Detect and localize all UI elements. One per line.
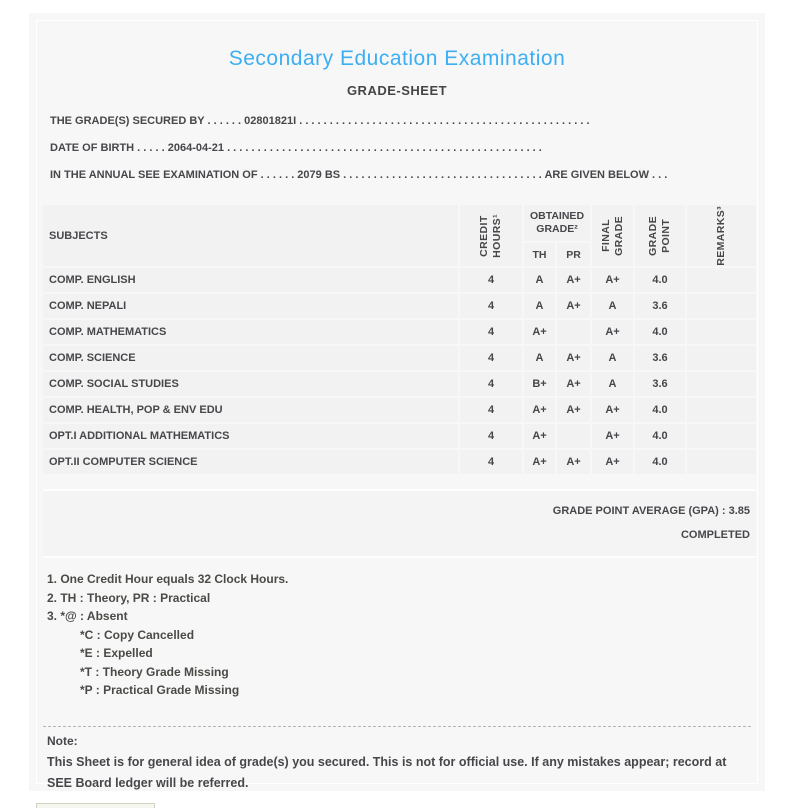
remarks-cell — [687, 268, 756, 292]
final-grade-cell: A+ — [592, 398, 633, 422]
sheet-subtitle: GRADE-SHEET — [346, 83, 448, 98]
grade-sheet-card — [29, 13, 765, 791]
credit-hours-cell: 4 — [460, 424, 522, 448]
footnote-item: *P : Practical Grade Missing — [80, 683, 240, 697]
theory-grade-cell: B+ — [524, 372, 555, 396]
final-grade-cell: A — [592, 346, 633, 370]
credit-hours-cell: 4 — [460, 398, 522, 422]
practical-grade-cell: A+ — [557, 268, 590, 292]
remarks-cell — [687, 398, 756, 422]
practical-grade-cell: A+ — [557, 398, 590, 422]
theory-grade-cell: A+ — [524, 424, 555, 448]
final-grade-cell: A+ — [592, 450, 633, 474]
note-label: Note: — [47, 733, 78, 748]
practical-grade-cell: A+ — [557, 294, 590, 318]
header-grade-point-label: GRADE POINT — [647, 215, 672, 256]
remarks-cell — [687, 372, 756, 396]
info-line-secured-by: THE GRADE(S) SECURED BY . . . . . . 02801821I . . . . . . . . . . . . . . . . . . . . . . . . . . . . . . . . . . . . . . . . . . . . . . . . — [50, 115, 590, 127]
theory-grade-cell: A+ — [524, 398, 555, 422]
header-remarks — [687, 205, 756, 266]
footnote-item: 1. One Credit Hour equals 32 Clock Hours. — [47, 572, 289, 586]
footnote-item: *E : Expelled — [80, 646, 153, 660]
subject-cell: COMP. MATHEMATICS — [43, 320, 458, 344]
credit-hours-cell: 4 — [460, 320, 522, 344]
subject-cell: COMP. SOCIAL STUDIES — [43, 372, 458, 396]
practical-grade-cell — [557, 320, 590, 344]
grade-sheet-inner — [36, 20, 758, 790]
grade-table-header — [43, 205, 756, 266]
remarks-cell — [687, 346, 756, 370]
remarks-cell — [687, 294, 756, 318]
header-pr: PR — [557, 243, 590, 266]
final-grade-cell: A+ — [592, 424, 633, 448]
remarks-cell — [687, 320, 756, 344]
final-grade-cell: A — [592, 372, 633, 396]
final-grade-cell: A — [592, 294, 633, 318]
theory-grade-cell: A+ — [524, 450, 555, 474]
footnotes — [43, 570, 751, 700]
grade-point-cell: 4.0 — [635, 424, 685, 448]
final-grade-cell: A+ — [592, 268, 633, 292]
remarks-cell — [687, 424, 756, 448]
practical-grade-cell: A+ — [557, 372, 590, 396]
subject-cell: COMP. NEPALI — [43, 294, 458, 318]
info-line-date-of-birth: DATE OF BIRTH . . . . . 2064-04-21 . . . . . . . . . . . . . . . . . . . . . . . . . . . . . . . . . . . . . . . . . . . . . . . . . . . . — [50, 142, 542, 154]
credit-hours-cell: 4 — [460, 268, 522, 292]
footnote-item: *T : Theory Grade Missing — [80, 664, 229, 679]
subject-cell: COMP. SCIENCE — [43, 346, 458, 370]
remarks-cell — [687, 450, 756, 474]
header-th: TH — [524, 243, 555, 266]
grade-table — [43, 205, 756, 474]
bottom-button-partial[interactable] — [36, 803, 155, 808]
footnote-item: 2. TH : Theory, PR : Practical — [47, 590, 211, 605]
subject-cell: COMP. HEALTH, POP & ENV EDU — [43, 398, 458, 422]
practical-grade-cell: A+ — [557, 450, 590, 474]
credit-hours-cell: 4 — [460, 294, 522, 318]
header-credit-hours-label: CREDIT HOURS¹ — [478, 213, 503, 258]
info-line-exam-year: IN THE ANNUAL SEE EXAMINATION OF . . . . . . 2079 BS . . . . . . . . . . . . . . . . . . . . . . . . . . . . . . . . . ARE GIVEN BELOW . . . — [50, 169, 668, 181]
footnote-item: *C : Copy Cancelled — [80, 627, 195, 642]
grade-point-cell: 3.6 — [635, 372, 685, 396]
grade-point-cell: 4.0 — [635, 268, 685, 292]
theory-grade-cell: A — [524, 268, 555, 292]
header-final-grade-label: FINAL GRADE — [599, 215, 625, 256]
grade-point-cell: 3.6 — [635, 294, 685, 318]
student-info — [43, 108, 751, 189]
header-credit-hours — [460, 205, 522, 266]
grade-point-cell: 3.6 — [635, 346, 685, 370]
subject-cell: OPT.I ADDITIONAL MATHEMATICS — [43, 424, 458, 448]
dashed-divider — [43, 726, 751, 727]
final-grade-cell: A+ — [592, 320, 633, 344]
page-title: Secondary Education Examination — [228, 47, 566, 70]
status-line: COMPLETED — [680, 529, 750, 541]
subject-cell: OPT.II COMPUTER SCIENCE — [43, 450, 458, 474]
theory-grade-cell: A — [524, 294, 555, 318]
header-final-grade — [592, 205, 633, 266]
gpa-line: GRADE POINT AVERAGE (GPA) : 3.85 — [552, 505, 750, 517]
grade-point-cell: 4.0 — [635, 398, 685, 422]
grade-point-cell: 4.0 — [635, 320, 685, 344]
subject-cell: COMP. ENGLISH — [43, 268, 458, 292]
header-obtained-grade: OBTAINED GRADE² — [524, 205, 590, 241]
theory-grade-cell: A — [524, 346, 555, 370]
practical-grade-cell — [557, 424, 590, 448]
credit-hours-cell: 4 — [460, 346, 522, 370]
theory-grade-cell: A+ — [524, 320, 555, 344]
header-subjects: SUBJECTS — [43, 205, 458, 266]
grade-table-body — [43, 268, 756, 474]
footnote-item: 3. *@ : Absent — [47, 609, 128, 623]
header-remarks-label: REMARKS³ — [715, 205, 727, 266]
grade-point-cell: 4.0 — [635, 450, 685, 474]
practical-grade-cell: A+ — [557, 346, 590, 370]
summary-section — [43, 489, 756, 558]
credit-hours-cell: 4 — [460, 372, 522, 396]
header-grade-point — [635, 205, 685, 266]
credit-hours-cell: 4 — [460, 450, 522, 474]
note-text: This Sheet is for general idea of grade(s) you secured. This is not for official use. If any mistakes appear; record at SEE Board ledger will be referred. — [47, 754, 727, 790]
